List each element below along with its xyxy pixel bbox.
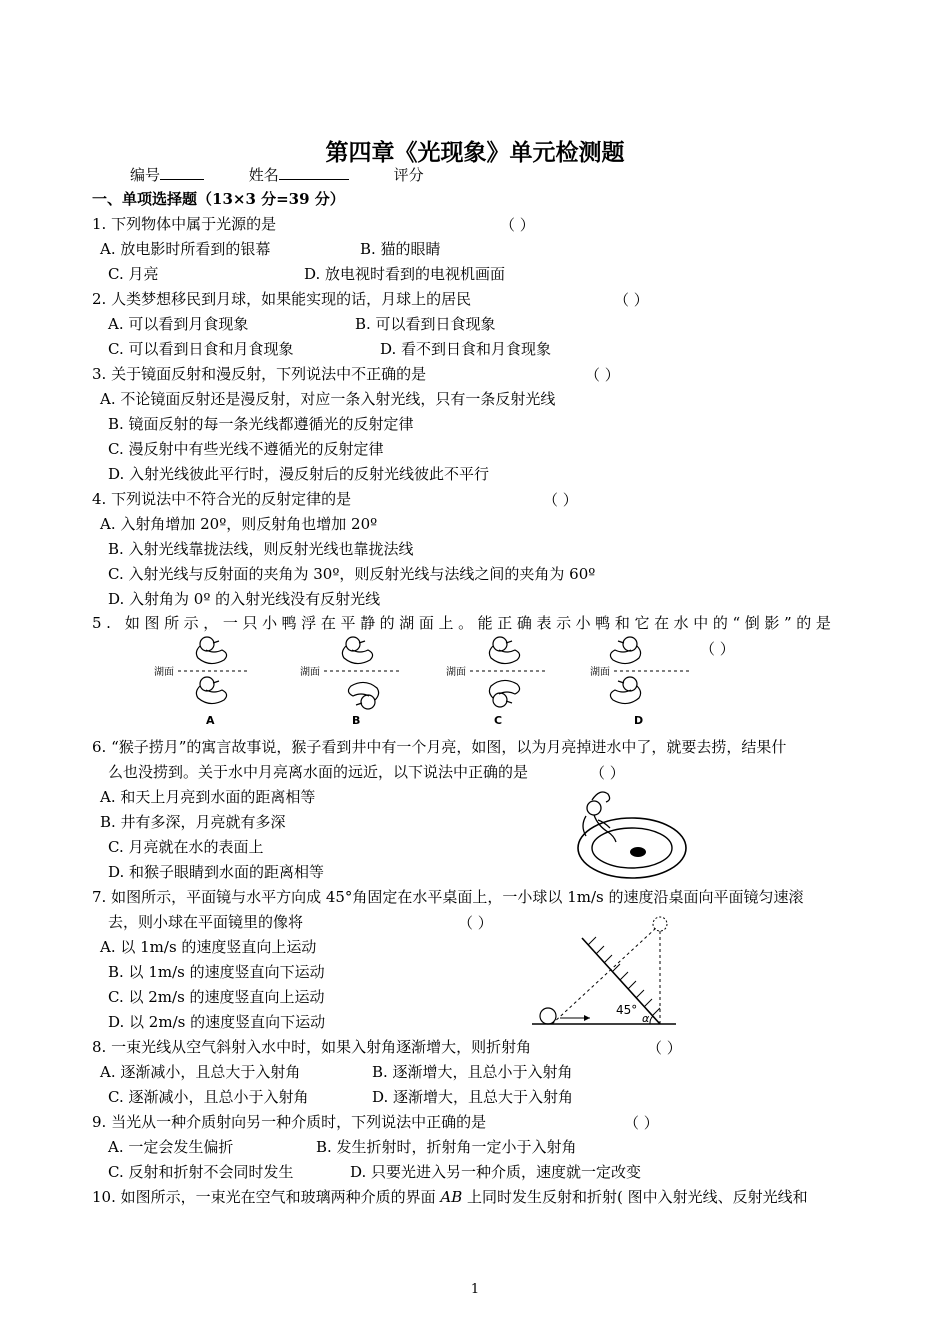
q3-stem: 3. 关于镜面反射和漫反射，下列说法中不正确的是	[92, 365, 427, 383]
q2-option-d: D. 看不到日食和月食现象	[380, 340, 552, 358]
q6-option-b: B. 井有多深，月亮就有多深	[100, 813, 286, 831]
well-outer-rim	[578, 818, 686, 878]
q3-option-c: C. 漫反射中有些光线不遵循光的反射定律	[108, 440, 384, 458]
q4-stem: 4. 下列说法中不符合光的反射定律的是	[92, 490, 352, 508]
q5-answer-paren: （ ）	[700, 640, 735, 658]
q2-option-c: C. 可以看到日食和月食现象	[108, 340, 294, 358]
header-line	[130, 164, 424, 185]
q2-answer-paren: （ ）	[614, 291, 649, 309]
q7-option-a: A. 以 1m/s 的速度竖直向上运动	[100, 938, 317, 956]
angle-label: 45°	[616, 1003, 638, 1017]
q7-option-c: C. 以 2m/s 的速度竖直向上运动	[108, 988, 325, 1006]
option-label-a: A	[206, 714, 215, 727]
q4-option-c: C. 入射光线与反射面的夹角为 30º，则反射光线与法线之间的夹角为 60º	[108, 565, 596, 583]
lake-label: 湖面	[446, 667, 466, 678]
q10-stem	[92, 1187, 808, 1207]
q6-option-d: D. 和猴子眼睛到水面的距离相等	[108, 863, 325, 881]
name-label: 姓名	[248, 166, 279, 184]
q7-mirror-figure	[530, 908, 680, 1028]
q7-answer-paren: （ ）	[458, 914, 493, 932]
page-title: 第四章《光现象》单元检测题	[325, 139, 625, 166]
angle-arc	[650, 1016, 653, 1024]
option-label-b: B	[352, 714, 361, 727]
q8-option-d: D. 逐渐增大，且总大于入射角	[372, 1088, 574, 1106]
monkey-icon	[583, 792, 616, 842]
q6-option-a: A. 和天上月亮到水面的距离相等	[100, 788, 316, 806]
section-heading: 一、单项选择题（13×3 分=39 分）	[92, 190, 345, 208]
option-label-c: C	[494, 714, 503, 727]
score-label: 评分	[393, 166, 424, 184]
q7-option-d: D. 以 2m/s 的速度竖直向下运动	[108, 1013, 326, 1031]
q10-stem-part1: 10. 如图所示，一束光在空气和玻璃两种介质的界面	[92, 1188, 441, 1206]
lake-label: 湖面	[300, 667, 320, 678]
q2-option-a: A. 可以看到月食现象	[108, 315, 249, 333]
duck-figure-a	[154, 637, 250, 727]
q9-option-b: B. 发生折射时，折射角一定小于入射角	[316, 1138, 577, 1156]
q3-option-b: B. 镜面反射的每一条光线都遵循光的反射定律	[108, 415, 414, 433]
q1-option-d: D. 放电视时看到的电视机画面	[304, 265, 506, 283]
q8-option-c: C. 逐渐减小，且总小于入射角	[108, 1088, 309, 1106]
q7-option-b: B. 以 1m/s 的速度竖直向下运动	[108, 963, 325, 981]
name-blank	[279, 164, 349, 180]
q1-option-b: B. 猫的眼睛	[360, 240, 441, 258]
q4-answer-paren: （ ）	[543, 491, 578, 509]
q7-stem-line1: 7. 如图所示，平面镜与水平方向成 45°角固定在水平桌面上，一小球以 1m/s 的速度沿桌面向平面镜匀速滚	[92, 888, 804, 906]
q1-option-a: A. 放电影时所看到的银幕	[100, 240, 271, 258]
q5-duck-figures	[150, 630, 780, 730]
q6-monkey-well-figure	[572, 786, 692, 886]
alpha-label: α	[642, 1012, 650, 1025]
q6-answer-paren: （ ）	[590, 764, 625, 782]
q8-answer-paren: （ ）	[647, 1039, 682, 1057]
q1-option-c: C. 月亮	[108, 265, 159, 283]
q9-option-c: C. 反射和折射不会同时发生	[108, 1163, 294, 1181]
page-number: 1	[470, 1282, 480, 1297]
q9-option-a: A. 一定会发生偏折	[108, 1138, 234, 1156]
q2-stem: 2. 人类梦想移民到月球，如果能实现的话，月球上的居民	[92, 290, 472, 308]
q5-stem: 5. 如图所示，一只小鸭浮在平静的湖面上。能正确表示小鸭和它在水中的“倒影”的是	[92, 614, 836, 632]
q10-stem-part2: 上同时发生反射和折射( 图中入射光线、反射光线和	[462, 1188, 808, 1206]
velocity-arrowhead	[584, 1015, 590, 1021]
duck-figure-b	[300, 637, 400, 727]
ball	[540, 1008, 556, 1024]
q6-option-c: C. 月亮就在水的表面上	[108, 838, 264, 856]
moon-reflection	[630, 847, 646, 857]
sight-dashed-line	[552, 928, 656, 1024]
q1-answer-paren: （ ）	[500, 216, 535, 234]
duck-figure-d	[590, 637, 690, 727]
q4-option-d: D. 入射角为 0º 的入射光线没有反射光线	[108, 590, 381, 608]
q9-answer-paren: （ ）	[624, 1114, 659, 1132]
q9-stem: 9. 当光从一种介质射向另一种介质时，下列说法中正确的是	[92, 1113, 487, 1131]
q4-option-b: B. 入射光线靠拢法线，则反射光线也靠拢法线	[108, 540, 414, 558]
q9-option-d: D. 只要光进入另一种介质，速度就一定改变	[350, 1163, 642, 1181]
option-label-d: D	[634, 714, 644, 727]
q6-stem-line2: 么也没捞到。关于水中月亮离水面的远近，以下说法中正确的是	[108, 763, 529, 781]
lake-label: 湖面	[590, 667, 610, 678]
q10-interface-ab: AB	[440, 1188, 463, 1206]
q3-option-d: D. 入射光线彼此平行时，漫反射后的反射光线彼此不平行	[108, 465, 490, 483]
q3-answer-paren: （ ）	[585, 366, 620, 384]
q1-stem: 1. 下列物体中属于光源的是	[92, 215, 277, 233]
lake-label: 湖面	[154, 667, 174, 678]
q8-option-a: A. 逐渐减小，且总大于入射角	[100, 1063, 301, 1081]
id-blank	[160, 164, 204, 180]
q8-option-b: B. 逐渐增大，且总小于入射角	[372, 1063, 573, 1081]
q7-stem-line2: 去，则小球在平面镜里的像将	[108, 913, 304, 931]
id-label: 编号	[130, 166, 161, 184]
well-inner-rim	[592, 828, 672, 868]
q8-stem: 8. 一束光线从空气斜射入水中时，如果入射角逐渐增大，则折射角	[92, 1038, 532, 1056]
q6-stem-line1: 6. “猴子捞月”的寓言故事说，猴子看到井中有一个月亮，如图，以为月亮掉进水中了，就要去捞，结果什	[92, 738, 787, 756]
q2-option-b: B. 可以看到日食现象	[355, 315, 496, 333]
q4-option-a: A. 入射角增加 20º，则反射角也增加 20º	[100, 515, 378, 533]
q3-option-a: A. 不论镜面反射还是漫反射，对应一条入射光线，只有一条反射光线	[100, 390, 556, 408]
duck-figure-c	[446, 637, 548, 727]
